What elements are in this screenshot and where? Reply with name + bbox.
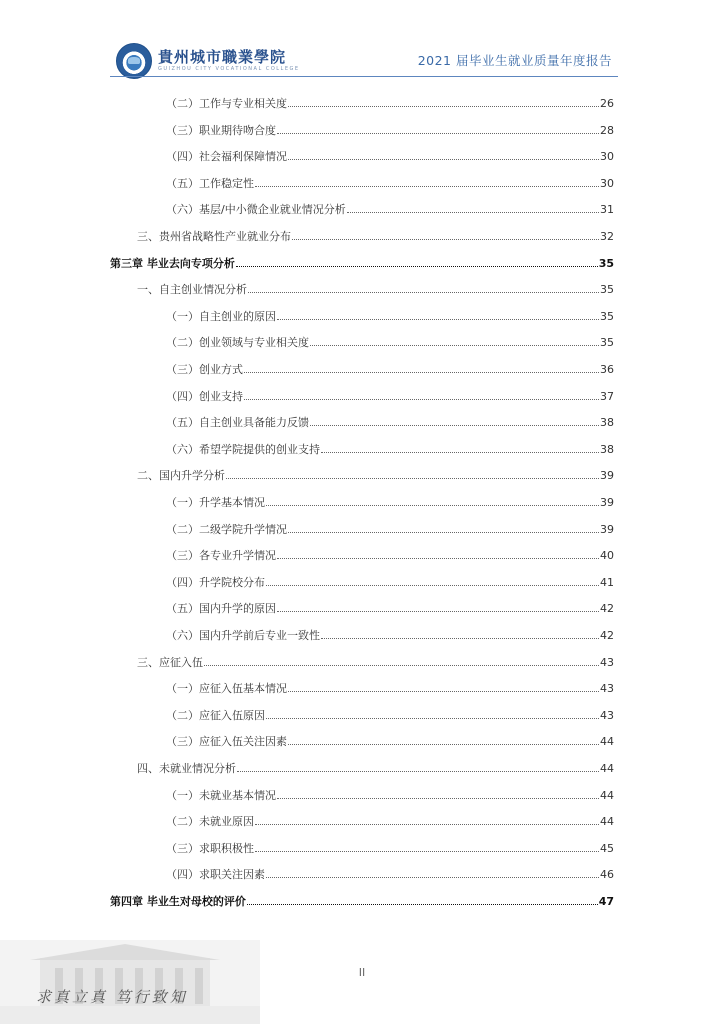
toc-entry-page: 42	[600, 602, 614, 615]
toc-entry-page: 44	[600, 762, 614, 775]
toc-dot-leader	[321, 629, 599, 639]
toc-subsection-entry[interactable]	[166, 709, 614, 723]
toc-subsection-entry[interactable]	[166, 310, 614, 324]
toc-entry-title: 三、应征入伍	[137, 656, 203, 669]
toc-chapter-entry[interactable]	[110, 257, 614, 271]
toc-dot-leader	[266, 496, 599, 506]
toc-subsection-entry[interactable]	[166, 203, 614, 217]
toc-dot-leader	[288, 523, 599, 533]
toc-dot-leader	[277, 789, 599, 799]
toc-entry-page: 39	[600, 523, 614, 536]
toc-entry-title: （四）社会福利保障情况	[166, 150, 287, 163]
toc-entry-title: （五）自主创业具备能力反馈	[166, 416, 309, 429]
toc-entry-title: 二、国内升学分析	[137, 469, 225, 482]
toc-entry-page: 39	[600, 496, 614, 509]
toc-entry-page: 31	[600, 203, 614, 216]
toc-dot-leader	[255, 177, 599, 187]
toc-dot-leader	[347, 203, 599, 213]
toc-subsection-entry[interactable]	[166, 150, 614, 164]
toc-entry-page: 40	[600, 549, 614, 562]
toc-subsection-entry[interactable]	[166, 815, 614, 829]
toc-entry-title: （二）创业领域与专业相关度	[166, 336, 309, 349]
toc-subsection-entry[interactable]	[166, 390, 614, 404]
school-logo-text	[158, 49, 300, 73]
toc-dot-leader	[292, 230, 599, 240]
toc-dot-leader	[226, 469, 599, 479]
school-name-en: GUIZHOU CITY VOCATIONAL COLLEGE	[158, 66, 300, 72]
school-emblem-icon	[116, 43, 152, 79]
toc-entry-page: 35	[598, 257, 614, 270]
toc-entry-title: （六）基层/中小微企业就业情况分析	[166, 203, 346, 216]
toc-section-entry[interactable]	[137, 283, 614, 297]
toc-subsection-entry[interactable]	[166, 443, 614, 457]
school-motto: 求真立真 笃行致知	[36, 988, 188, 1006]
toc-dot-leader	[310, 336, 599, 346]
campus-building-watermark	[0, 940, 260, 1024]
toc-dot-leader	[310, 416, 599, 426]
toc-chapter-entry[interactable]	[110, 895, 614, 909]
toc-dot-leader	[255, 842, 599, 852]
school-logo	[116, 43, 300, 79]
toc-entry-page: 43	[600, 656, 614, 669]
toc-entry-title: （四）创业支持	[166, 390, 243, 403]
toc-entry-title: （二）工作与专业相关度	[166, 97, 287, 110]
toc-entry-page: 44	[600, 735, 614, 748]
toc-entry-title: 一、自主创业情况分析	[137, 283, 247, 296]
toc-entry-title: （四）求职关注因素	[166, 868, 265, 881]
toc-subsection-entry[interactable]	[166, 496, 614, 510]
toc-dot-leader	[266, 576, 599, 586]
toc-section-entry[interactable]	[137, 469, 614, 483]
toc-subsection-entry[interactable]	[166, 124, 614, 138]
toc-entry-page: 35	[600, 283, 614, 296]
toc-entry-page: 46	[600, 868, 614, 881]
toc-entry-page: 42	[600, 629, 614, 642]
toc-section-entry[interactable]	[137, 230, 614, 244]
toc-entry-title: （三）求职积极性	[166, 842, 254, 855]
toc-subsection-entry[interactable]	[166, 336, 614, 350]
toc-entry-page: 39	[600, 469, 614, 482]
toc-entry-title: （三）创业方式	[166, 363, 243, 376]
toc-dot-leader	[277, 602, 599, 612]
toc-dot-leader	[236, 257, 598, 267]
toc-subsection-entry[interactable]	[166, 363, 614, 377]
toc-subsection-entry[interactable]	[166, 629, 614, 643]
toc-entry-page: 44	[600, 815, 614, 828]
toc-section-entry[interactable]	[137, 656, 614, 670]
toc-dot-leader	[247, 895, 598, 905]
toc-entry-page: 30	[600, 177, 614, 190]
toc-entry-title: （六）国内升学前后专业一致性	[166, 629, 320, 642]
toc-dot-leader	[288, 97, 599, 107]
toc-entry-title: （六）希望学院提供的创业支持	[166, 443, 320, 456]
toc-entry-title: 三、贵州省战略性产业就业分布	[137, 230, 291, 243]
toc-dot-leader	[288, 150, 599, 160]
toc-dot-leader	[244, 390, 599, 400]
toc-dot-leader	[255, 815, 599, 825]
toc-section-entry[interactable]	[137, 762, 614, 776]
toc-entry-title: 四、未就业情况分析	[137, 762, 236, 775]
toc-entry-title: （三）职业期待吻合度	[166, 124, 276, 137]
toc-entry-title: （三）应征入伍关注因素	[166, 735, 287, 748]
toc-entry-title: （二）未就业原因	[166, 815, 254, 828]
toc-entry-page: 35	[600, 310, 614, 323]
toc-entry-page: 43	[600, 682, 614, 695]
toc-dot-leader	[288, 682, 599, 692]
page-header	[0, 0, 724, 80]
toc-entry-title: （一）自主创业的原因	[166, 310, 276, 323]
toc-dot-leader	[204, 656, 599, 666]
toc-subsection-entry[interactable]	[166, 682, 614, 696]
toc-subsection-entry[interactable]	[166, 416, 614, 430]
toc-dot-leader	[277, 549, 599, 559]
toc-entry-page: 45	[600, 842, 614, 855]
toc-entry-page: 44	[600, 789, 614, 802]
toc-subsection-entry[interactable]	[166, 576, 614, 590]
toc-dot-leader	[321, 443, 599, 453]
toc-dot-leader	[266, 709, 599, 719]
toc-entry-page: 41	[600, 576, 614, 589]
toc-entry-title: （五）工作稳定性	[166, 177, 254, 190]
toc-subsection-entry[interactable]	[166, 602, 614, 616]
toc-entry-page: 32	[600, 230, 614, 243]
toc-entry-page: 47	[598, 895, 614, 908]
toc-dot-leader	[288, 735, 599, 745]
toc-dot-leader	[244, 363, 599, 373]
toc-entry-page: 36	[600, 363, 614, 376]
toc-entry-title: （一）应征入伍基本情况	[166, 682, 287, 695]
toc-entry-title: （一）未就业基本情况	[166, 789, 276, 802]
toc-entry-title: （四）升学院校分布	[166, 576, 265, 589]
report-title: 2021 届毕业生就业质量年度报告	[417, 53, 612, 68]
toc-dot-leader	[277, 124, 599, 134]
toc-subsection-entry[interactable]	[166, 789, 614, 803]
toc-entry-title: （二）二级学院升学情况	[166, 523, 287, 536]
toc-dot-leader	[237, 762, 599, 772]
toc-subsection-entry[interactable]	[166, 177, 614, 191]
toc-dot-leader	[266, 868, 599, 878]
toc-entry-page: 26	[600, 97, 614, 110]
header-divider	[110, 76, 618, 77]
toc-entry-page: 43	[600, 709, 614, 722]
toc-entry-title: （一）升学基本情况	[166, 496, 265, 509]
toc-entry-page: 35	[600, 336, 614, 349]
toc-entry-page: 38	[600, 443, 614, 456]
toc-subsection-entry[interactable]	[166, 97, 614, 111]
toc-subsection-entry[interactable]	[166, 549, 614, 563]
toc-subsection-entry[interactable]	[166, 868, 614, 882]
toc-subsection-entry[interactable]	[166, 735, 614, 749]
toc-entry-title: （五）国内升学的原因	[166, 602, 276, 615]
school-name: 貴州城市職業學院	[158, 48, 287, 66]
toc-subsection-entry[interactable]	[166, 523, 614, 537]
toc-entry-page: 37	[600, 390, 614, 403]
toc-dot-leader	[277, 310, 599, 320]
toc-entry-title: 第四章 毕业生对母校的评价	[110, 895, 246, 908]
toc-entry-page: 38	[600, 416, 614, 429]
toc-entry-page: 30	[600, 150, 614, 163]
toc-dot-leader	[248, 283, 599, 293]
page-number: II	[358, 966, 366, 979]
toc-entry-title: 第三章 毕业去向专项分析	[110, 257, 235, 270]
toc-entry-title: （二）应征入伍原因	[166, 709, 265, 722]
toc-subsection-entry[interactable]	[166, 842, 614, 856]
toc-entry-page: 28	[600, 124, 614, 137]
toc-entry-title: （三）各专业升学情况	[166, 549, 276, 562]
